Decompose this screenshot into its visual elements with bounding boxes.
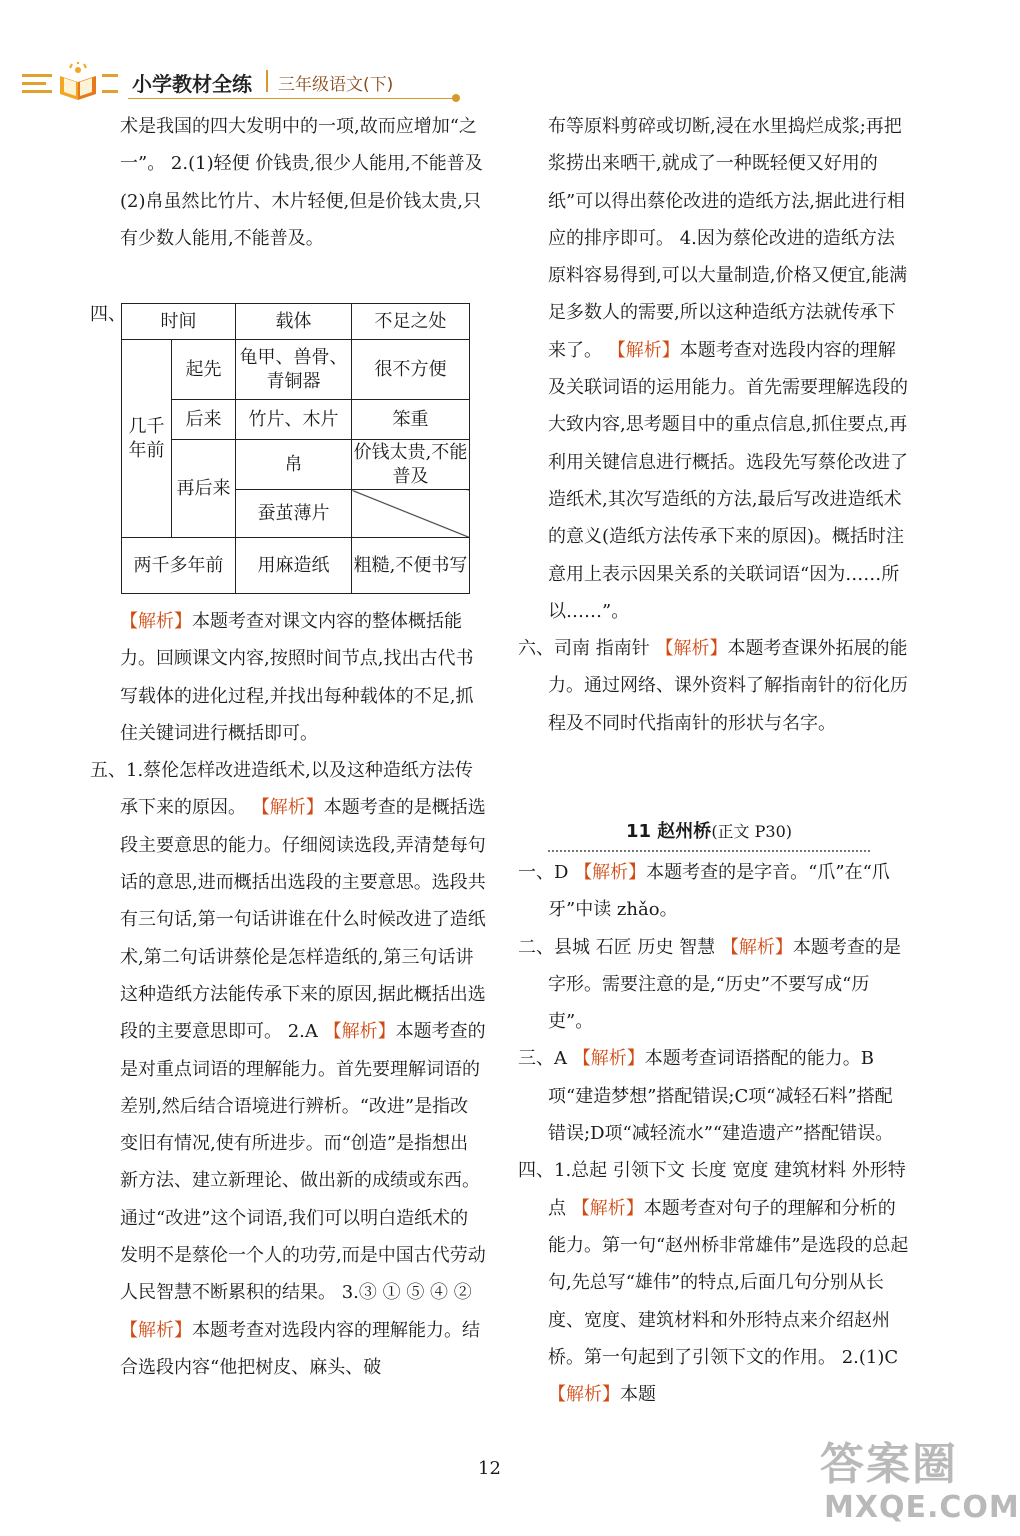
- table-header-carrier: 载体: [236, 304, 352, 340]
- carrier-bamboo: 竹片、木片: [236, 400, 352, 440]
- answer-l11-q4: [518, 1152, 910, 1413]
- analysis-label: 【 解析 】: [324, 1021, 396, 1042]
- analysis-label: 【 解析 】: [548, 1384, 620, 1405]
- analysis-label: 【 解析 】: [572, 1198, 644, 1219]
- left-column: [90, 108, 486, 257]
- answer-q5: [90, 752, 486, 1386]
- book-subtitle: 三年级语文(下): [278, 75, 394, 95]
- flaw-rough: 粗糙,不便书写: [352, 538, 470, 594]
- answer-q6-analysis: 本题考查课外拓展的能力。通过网络、课外资料了解指南针的衍化历程及不同时代指南针的形状与名字。: [548, 638, 908, 734]
- table-header-time: 时间: [122, 304, 236, 340]
- analysis-label: 【 解析 】: [608, 340, 680, 361]
- right-column: [518, 108, 910, 742]
- table-header-flaw: 不足之处: [352, 304, 470, 340]
- lesson-title: 11 赵州桥: [625, 821, 712, 842]
- answer-q6-text: 六、司南 指南针: [518, 638, 650, 660]
- answer-l11-q2: [518, 929, 910, 1041]
- answer-l11-q4-2-analysis: 本题: [620, 1384, 656, 1406]
- answer-q5-3-analysis: 本题考查对选段内容的理解能力。结合选段内容“他把树皮、麻头、破: [120, 1319, 480, 1378]
- answer-l11-q3: [518, 1040, 910, 1152]
- era-several-thousand-years: 几千年前: [122, 340, 172, 538]
- analysis-label: 【 解析 】: [721, 937, 793, 958]
- answer-l11-q2-text: 二、县城 石匠 历史 智慧: [518, 936, 716, 958]
- flaw-inconvenient: 很不方便: [352, 340, 470, 400]
- answer-q5-3-cont: 布等原料剪碎或切断,浸在水里捣烂成浆;再把浆捞出来晒干,就成了一种既轻便又好用的纸”可以得出蔡伦改进的造纸方法,据此进行相应的排序即可。 4.因为蔡伦改进的造纸方法原料容易得到,可以大量制造,价格又便宜,能满足多数人的需要,所以这种造纸方法就传承下来了。: [548, 116, 908, 361]
- header-underline: [128, 98, 460, 99]
- lesson-page-ref: (正文 P30): [711, 822, 793, 841]
- carrier-bones: 龟甲、兽骨、青铜器: [236, 340, 352, 400]
- book-logo-icon: [20, 62, 120, 102]
- stage-later: 后来: [172, 400, 236, 440]
- lesson-heading: [548, 818, 870, 852]
- analysis-label: 【 解析 】: [655, 638, 727, 659]
- question-4-number: 四、: [90, 304, 126, 325]
- answer-q5-4-analysis: 本题考查对选段内容的理解及关联词语的运用能力。首先需要理解选段的大致内容,思考题目中的重点信息,抓住要点,再利用关键信息进行概括。选段先写蔡伦改进了造纸术,其次写造纸的方法,最后写改进造纸术的意义(造纸方法传承下来的原因)。概括时注意用上表示因果关系的关联词语“因为……所以……”。: [548, 339, 908, 622]
- answer-l11-q2-analysis: 本题考查的是字形。需要注意的是,“历史”不要写成“历吏”。: [548, 936, 901, 1033]
- answer-l11-q1: [518, 854, 910, 929]
- era-two-thousand-years: 两千多年前: [122, 538, 236, 594]
- analysis-label: 【 解析 】: [574, 862, 646, 883]
- answer-l11-q1-text: 一、D: [518, 862, 569, 883]
- answer-q6: [518, 630, 910, 742]
- answer-l11-q1-analysis: 本题考查的是字音。“爪”在“爪牙”中读 zhǎo。: [548, 862, 890, 921]
- analysis-q4-text: 本题考查对课文内容的整体概括能力。回顾课文内容,按照时间节点,找出古代书写载体的进化过程,并找出每种载体的不足,抓住关键词进行概括即可。: [120, 611, 474, 744]
- answer-q5-continued: [548, 108, 910, 630]
- header-dot: [452, 94, 460, 102]
- header-divider: [266, 70, 268, 92]
- watermark: [820, 1428, 1020, 1534]
- answer-3-continued: 术是我国的四大发明中的一项,故而应增加“之一”。 2.(1)轻便 价钱贵,很少人能用,不能普及 (2)帛虽然比竹片、木片轻便,但是价钱太贵,只有少数人能用,不能普及。: [120, 116, 483, 249]
- left-column-lower: [90, 603, 486, 1386]
- writing-carrier-table: [121, 303, 470, 594]
- flaw-expensive: 价钱太贵,不能普及: [352, 440, 470, 490]
- answer-l11-q4-text: 四、1.总起 引领下文 长度 宽度 建筑材料 外形特点: [518, 1160, 906, 1219]
- carrier-cocoon: 蚕茧薄片: [236, 490, 352, 538]
- carrier-silk: 帛: [236, 440, 352, 490]
- carrier-hemp-paper: 用麻造纸: [236, 538, 352, 594]
- answer-q5-1: 五、1.蔡伦怎样改进造纸术,以及这种造纸方法传承下来的原因。: [90, 760, 473, 819]
- watermark-url: MXQE.COM: [824, 1490, 1020, 1525]
- flaw-heavy: 笨重: [352, 400, 470, 440]
- answer-q5-1-analysis: 本题考查的是概括选段主要意思的能力。仔细阅读选段,弄清楚每句话的意思,进而概括出选段的主要意思。选段共有三句话,第一句话讲谁在什么时候改进了造纸术,第二句话讲蔡伦是怎样造纸的,第三句话讲这种造纸方法能传承下来的原因,据此概括出选段的主要意思即可。 2.A: [120, 797, 486, 1043]
- page-header: [20, 62, 460, 102]
- analysis-label: 【 解析 】: [573, 1048, 645, 1069]
- analysis-q4: [120, 603, 486, 752]
- answer-l11-q4-analysis: 本题考查对句子的理解和分析的能力。第一句“赵州桥非常雄伟”是选段的总起句,先总写“雄伟”的特点,后面几句分别从长度、宽度、建筑材料和外形特点来介绍赵州桥。第一句起到了引领下文的作用。 2.(1)C: [548, 1197, 909, 1368]
- right-column-lower: [518, 854, 910, 1413]
- answer-l11-q3-text: 三、A: [518, 1048, 567, 1070]
- analysis-label: 【 解析 】: [252, 797, 324, 818]
- watermark-logo: 答案圈: [820, 1439, 958, 1490]
- empty-diagonal-cell: [352, 490, 470, 538]
- book-title: 小学教材全练: [132, 72, 252, 96]
- answer-q5-2-analysis: 本题考查的是对重点词语的理解能力。首先要理解词语的差别,然后结合语境进行辨析。“改进”是指改变旧有情况,使有所进步。而“创造”是指想出新方法、建立新理论、做出新的成绩或东西。通过“改进”这个词语,我们可以明白造纸术的发明不是蔡伦一个人的功劳,而是中国古代劳动人民智慧不断累积的结果。 3.③ ① ⑤ ④ ②: [120, 1021, 486, 1304]
- page-number: 12: [478, 1458, 501, 1479]
- lesson-divider-line: [548, 850, 870, 852]
- answer-l11-q3-analysis: 本题考查词语搭配的能力。B项“建造梦想”搭配错误;C项“减轻石料”搭配错误;D项“减轻流水”“建造遗产”搭配错误。: [548, 1048, 894, 1145]
- stage-first: 起先: [172, 340, 236, 400]
- stage-even-later: 再后来: [172, 440, 236, 538]
- analysis-label: 【 解析 】: [120, 611, 192, 632]
- analysis-label: 【 解析 】: [120, 1320, 192, 1341]
